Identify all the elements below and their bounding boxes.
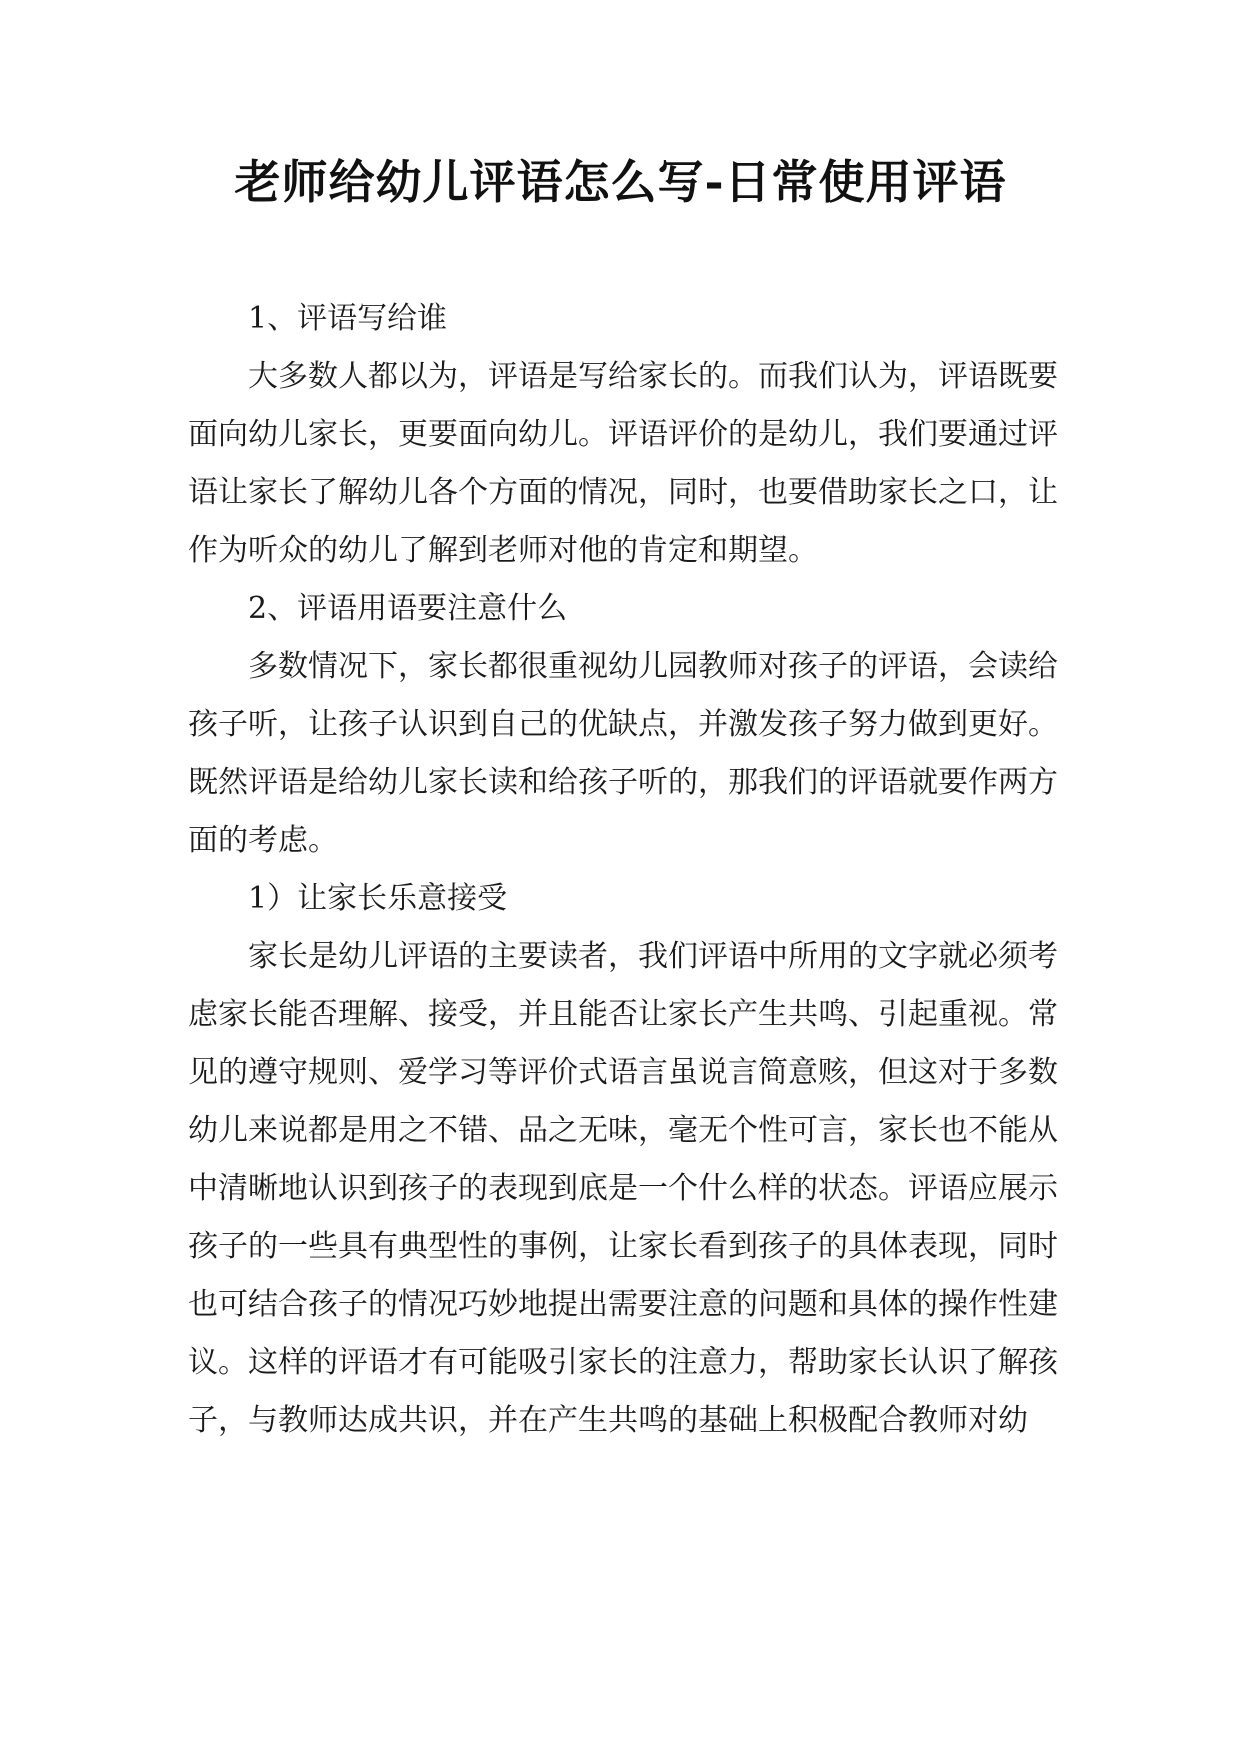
paragraph-2: 多数情况下，家长都很重视幼儿园教师对孩子的评语，会读给孩子听，让孩子认识到自己的优缺点，并激发孩子努力做到更好。既然评语是给幼儿家长读和给孩子听的，那我们的评语就要作两方面的考虑。 (188, 649, 1058, 858)
paragraph-3: 家长是幼儿评语的主要读者，我们评语中所用的文字就必须考虑家长能否理解、接受，并且能否让家长产生共鸣、引起重视。常见的遵守规则、爱学习等评价式语言虽说言简意赅，但这对于多数幼儿来说都是用之不错、品之无味，毫无个性可言，家长也不能从中清晰地认识到孩子的表现到底是一个什么样的状态。评语应展示孩子的一些具有典型性的事例，让家长看到孩子的具体表现，同时也可结合孩子的情况巧妙地提出需要注意的问题和具体的操作性建议。这样的评语才有可能吸引家长的注意力，帮助家长认识了解孩子，与教师达成共识，并在产生共鸣的基础上积极配合教师对幼 (188, 939, 1058, 1438)
document-title: 老师给幼儿评语怎么写-日常使用评语 (234, 155, 1007, 209)
paragraph-1: 大多数人都以为，评语是写给家长的。而我们认为，评语既要面向幼儿家长，更要面向幼儿。评语评价的是幼儿，我们要通过评语让家长了解幼儿各个方面的情况，同时，也要借助家长之口，让作为听众的幼儿了解到老师对他的肯定和期望。 (188, 359, 1058, 568)
document-body (188, 290, 1058, 1450)
section-heading-1: 1、评语写给谁 (248, 301, 448, 336)
section-heading-2: 2、评语用语要注意什么 (248, 591, 568, 626)
subsection-heading-1: 1）让家长乐意接受 (248, 881, 508, 916)
